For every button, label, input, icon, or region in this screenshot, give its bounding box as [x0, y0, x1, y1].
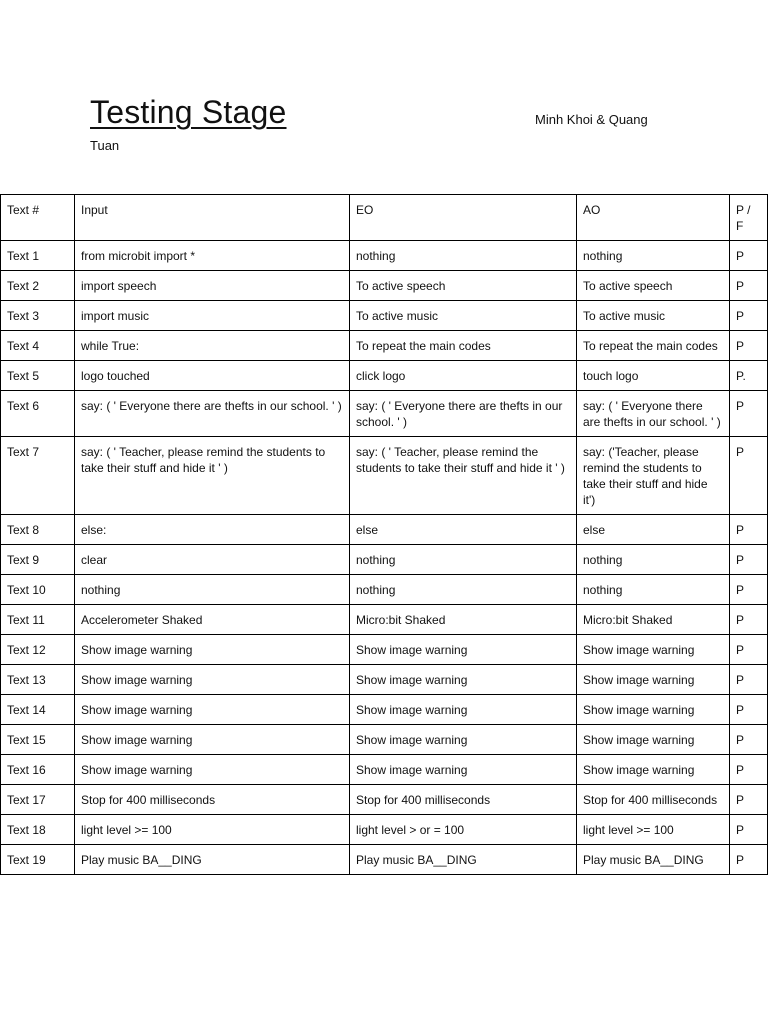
cell-pass-fail: P — [730, 301, 768, 331]
cell-text-number: Text 13 — [1, 665, 75, 695]
cell-actual-output: Show image warning — [577, 695, 730, 725]
table-row — [1, 437, 768, 515]
cell-expected-output: nothing — [350, 575, 577, 605]
cell-pass-fail: P — [730, 695, 768, 725]
cell-text-number: Text 10 — [1, 575, 75, 605]
table-row — [1, 301, 768, 331]
table-row — [1, 391, 768, 437]
cell-text-number: Text 1 — [1, 241, 75, 271]
cell-pass-fail: P — [730, 437, 768, 515]
cell-input: Accelerometer Shaked — [75, 605, 350, 635]
cell-input: Show image warning — [75, 635, 350, 665]
cell-text-number: Text 12 — [1, 635, 75, 665]
cell-pass-fail: P. — [730, 361, 768, 391]
cell-actual-output: Play music BA__DING — [577, 845, 730, 875]
cell-expected-output: click logo — [350, 361, 577, 391]
cell-text-number: Text 19 — [1, 845, 75, 875]
cell-expected-output: Show image warning — [350, 695, 577, 725]
cell-expected-output: nothing — [350, 241, 577, 271]
table-row — [1, 815, 768, 845]
cell-actual-output: Show image warning — [577, 665, 730, 695]
table-row — [1, 575, 768, 605]
cell-actual-output: To active music — [577, 301, 730, 331]
cell-input: Show image warning — [75, 665, 350, 695]
table-row — [1, 271, 768, 301]
cell-input: light level >= 100 — [75, 815, 350, 845]
cell-actual-output: Micro:bit Shaked — [577, 605, 730, 635]
cell-expected-output: To active music — [350, 301, 577, 331]
cell-input: Show image warning — [75, 755, 350, 785]
table-row — [1, 605, 768, 635]
cell-actual-output: touch logo — [577, 361, 730, 391]
table-row — [1, 361, 768, 391]
cell-expected-output: Play music BA__DING — [350, 845, 577, 875]
cell-pass-fail: P — [730, 755, 768, 785]
cell-actual-output: light level >= 100 — [577, 815, 730, 845]
cell-input: clear — [75, 545, 350, 575]
cell-pass-fail: P — [730, 545, 768, 575]
cell-text-number: Text 9 — [1, 545, 75, 575]
cell-pass-fail: P — [730, 785, 768, 815]
cell-input: import music — [75, 301, 350, 331]
header-cell-text-number: Text # — [1, 195, 75, 241]
cell-actual-output: Show image warning — [577, 635, 730, 665]
cell-text-number: Text 2 — [1, 271, 75, 301]
cell-input: Show image warning — [75, 725, 350, 755]
cell-actual-output: Show image warning — [577, 725, 730, 755]
table-row — [1, 845, 768, 875]
header-cell-eo: EO — [350, 195, 577, 241]
cell-actual-output: say: ('Teacher, please remind the students to take their stuff and hide it') — [577, 437, 730, 515]
cell-text-number: Text 5 — [1, 361, 75, 391]
cell-input: Stop for 400 milliseconds — [75, 785, 350, 815]
cell-expected-output: else — [350, 515, 577, 545]
cell-input: Show image warning — [75, 695, 350, 725]
cell-actual-output: say: ( ' Everyone there are thefts in our school. ' ) — [577, 391, 730, 437]
cell-input: while True: — [75, 331, 350, 361]
authors-left: Tuan — [90, 138, 120, 153]
cell-expected-output: Stop for 400 milliseconds — [350, 785, 577, 815]
cell-pass-fail: P — [730, 271, 768, 301]
cell-input: Play music BA__DING — [75, 845, 350, 875]
cell-actual-output: Stop for 400 milliseconds — [577, 785, 730, 815]
cell-pass-fail: P — [730, 515, 768, 545]
cell-actual-output: nothing — [577, 241, 730, 271]
cell-text-number: Text 17 — [1, 785, 75, 815]
header-cell-ao: AO — [577, 195, 730, 241]
page-title: Testing Stage — [90, 94, 287, 130]
cell-text-number: Text 15 — [1, 725, 75, 755]
table-row — [1, 331, 768, 361]
cell-actual-output: Show image warning — [577, 755, 730, 785]
cell-actual-output: else — [577, 515, 730, 545]
cell-expected-output: nothing — [350, 545, 577, 575]
cell-text-number: Text 14 — [1, 695, 75, 725]
cell-text-number: Text 11 — [1, 605, 75, 635]
cell-actual-output: nothing — [577, 575, 730, 605]
cell-input: import speech — [75, 271, 350, 301]
cell-input: say: ( ' Teacher, please remind the students to take their stuff and hide it ' ) — [75, 437, 350, 515]
authors-right: Minh Khoi & Quang — [535, 112, 648, 127]
cell-pass-fail: P — [730, 845, 768, 875]
test-results-table — [0, 194, 768, 875]
table-row — [1, 665, 768, 695]
cell-expected-output: Show image warning — [350, 635, 577, 665]
cell-text-number: Text 16 — [1, 755, 75, 785]
cell-actual-output: To active speech — [577, 271, 730, 301]
cell-pass-fail: P — [730, 725, 768, 755]
cell-pass-fail: P — [730, 815, 768, 845]
table-header-row — [1, 195, 768, 241]
table-row — [1, 695, 768, 725]
cell-expected-output: light level > or = 100 — [350, 815, 577, 845]
header-cell-pass-fail: P / F — [730, 195, 768, 241]
cell-input: from microbit import * — [75, 241, 350, 271]
cell-expected-output: To repeat the main codes — [350, 331, 577, 361]
cell-text-number: Text 8 — [1, 515, 75, 545]
cell-actual-output: nothing — [577, 545, 730, 575]
table-row — [1, 515, 768, 545]
header-cell-input: Input — [75, 195, 350, 241]
cell-expected-output: say: ( ' Teacher, please remind the students to take their stuff and hide it ' ) — [350, 437, 577, 515]
table-row — [1, 635, 768, 665]
cell-actual-output: To repeat the main codes — [577, 331, 730, 361]
cell-input: nothing — [75, 575, 350, 605]
cell-pass-fail: P — [730, 635, 768, 665]
cell-pass-fail: P — [730, 391, 768, 437]
cell-input: say: ( ' Everyone there are thefts in our school. ' ) — [75, 391, 350, 437]
table-row — [1, 241, 768, 271]
cell-text-number: Text 3 — [1, 301, 75, 331]
table-body — [1, 195, 768, 875]
cell-text-number: Text 6 — [1, 391, 75, 437]
table-row — [1, 785, 768, 815]
cell-input: logo touched — [75, 361, 350, 391]
cell-text-number: Text 4 — [1, 331, 75, 361]
cell-input: else: — [75, 515, 350, 545]
cell-text-number: Text 7 — [1, 437, 75, 515]
cell-pass-fail: P — [730, 605, 768, 635]
cell-pass-fail: P — [730, 241, 768, 271]
cell-expected-output: Show image warning — [350, 665, 577, 695]
cell-pass-fail: P — [730, 575, 768, 605]
cell-pass-fail: P — [730, 331, 768, 361]
cell-expected-output: To active speech — [350, 271, 577, 301]
table-row — [1, 755, 768, 785]
cell-text-number: Text 18 — [1, 815, 75, 845]
cell-pass-fail: P — [730, 665, 768, 695]
table-row — [1, 545, 768, 575]
cell-expected-output: Micro:bit Shaked — [350, 605, 577, 635]
table-row — [1, 725, 768, 755]
cell-expected-output: Show image warning — [350, 725, 577, 755]
cell-expected-output: say: ( ' Everyone there are thefts in our school. ' ) — [350, 391, 577, 437]
cell-expected-output: Show image warning — [350, 755, 577, 785]
